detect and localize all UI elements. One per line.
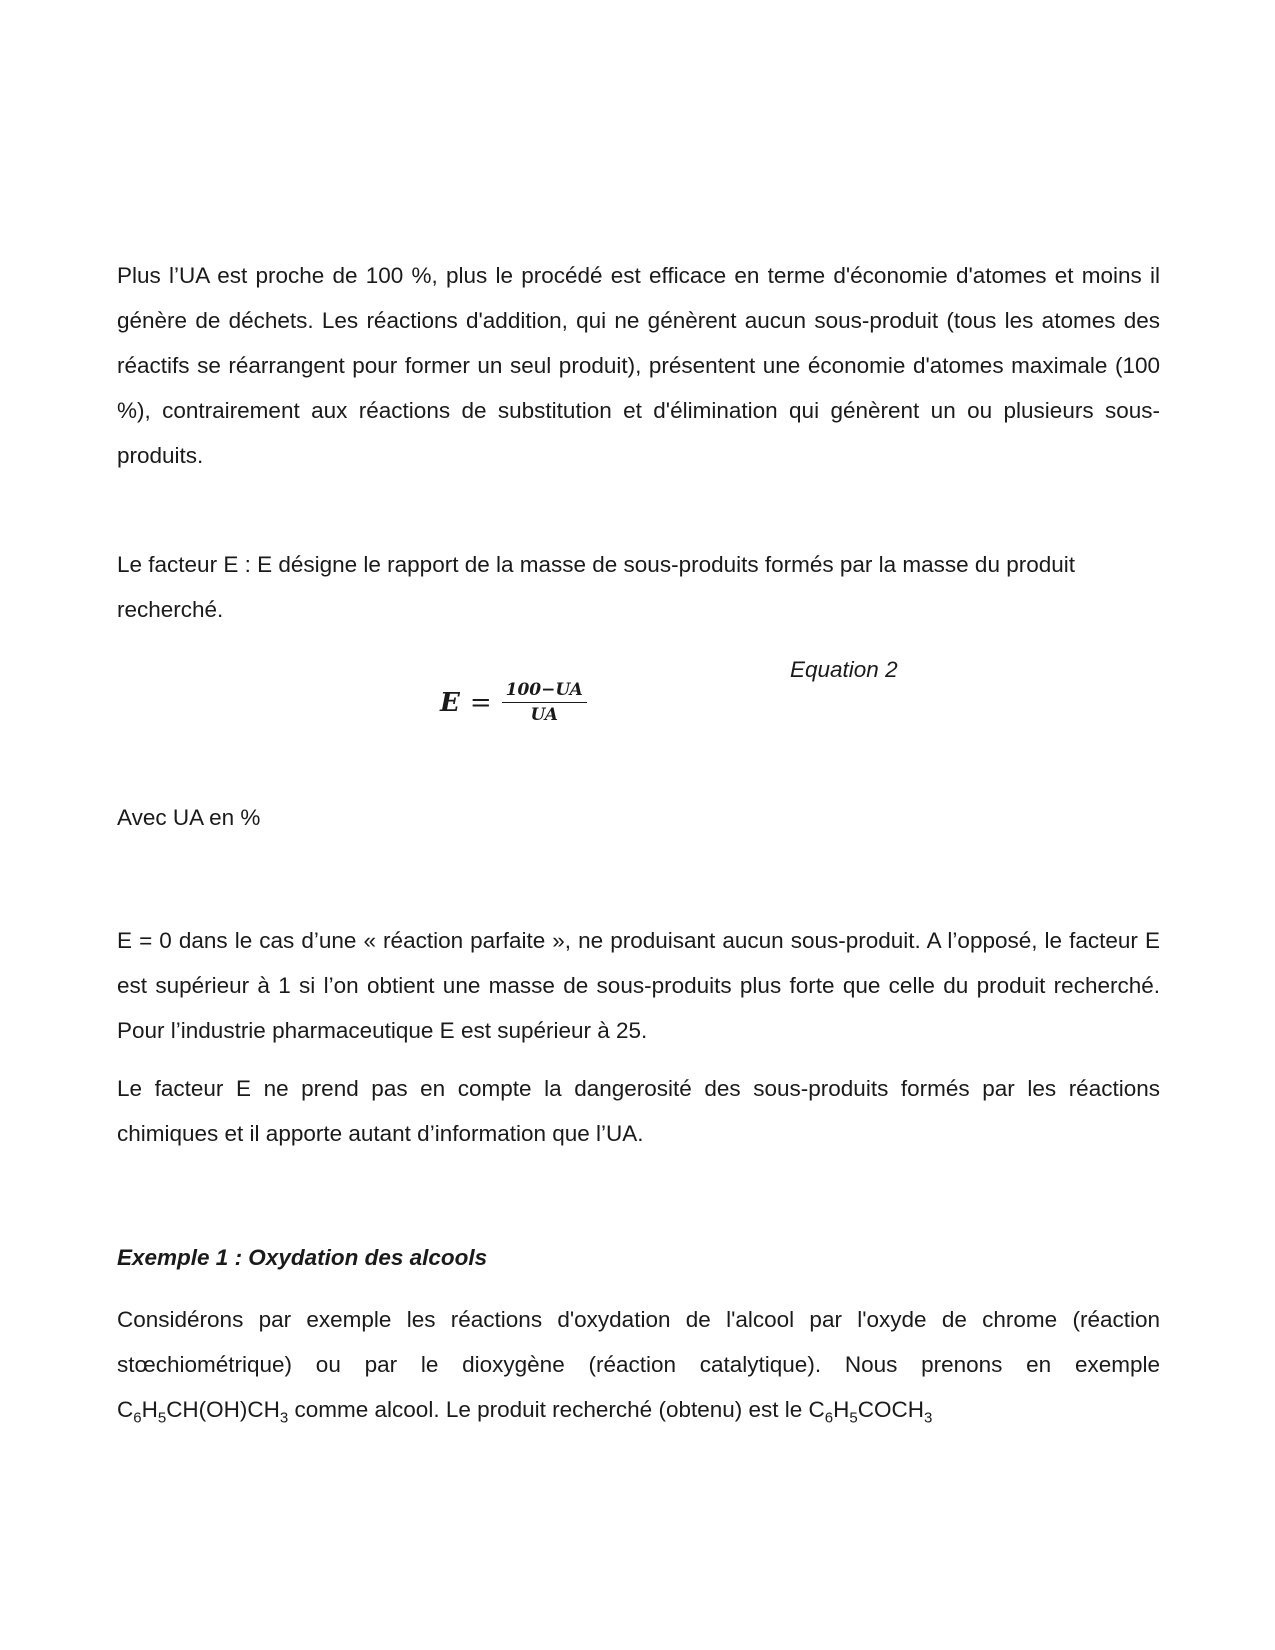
paragraph-ua-unit: Avec UA en % [117,805,261,830]
formula-text: H [141,1397,158,1422]
formula-subscript: 5 [157,1409,167,1427]
paragraph-e-limits: Le facteur E ne prend pas en compte la dangerosité des sous-produits formés par les réactions chimiques et il apporte autant d’information que l’UA. [117,1076,1160,1146]
formula-subscript: 6 [824,1409,834,1427]
equation-equals-sign: = [469,687,492,718]
paragraph-e-factor-definition: Le facteur E : E désigne le rapport de la masse de sous-produits formés par la masse du produit recherché. [117,552,1076,622]
example-heading: Exemple 1 : Oxydation des alcools [117,1245,488,1270]
paragraph-ua-efficiency: Plus l’UA est proche de 100 %, plus le procédé est efficace en terme d'économie d'atomes et moins il génère de déchets. Les réactions d'addition, qui ne génèrent aucun sous-produit (tous les atomes des réactifs se réarrangent pour former un seul produit), présentent une économie d'atomes maximale (100 %), contrairement aux réactions de substitution et d'élimination qui génèrent un ou plusieurs sous-produits. [117,263,1160,468]
example-text-part2: comme alcool. Le produit recherché (obtenu) est le [288,1397,809,1422]
formula-text: C [808,1397,825,1422]
equation-label: Equation 2 [790,657,898,682]
formula-text: COCH [857,1397,924,1422]
formula-subscript: 3 [279,1409,289,1427]
equation-numerator: 100−UA [502,680,587,703]
formula-subscript: 3 [923,1409,933,1427]
equation-e-factor [440,680,587,725]
formula-text: H [833,1397,850,1422]
formula-text: C [117,1397,134,1422]
equation-lhs: E [440,687,460,718]
paragraph-example-body [117,1297,1160,1432]
formula-subscript: 6 [133,1409,142,1427]
example-text-part1: Considérons par exemple les réactions d'oxydation de l'alcool par l'oxyde de chrome (réaction stœchiométrique) ou par le dioxygène (réaction catalytique). Nous prenons en exemple [117,1307,1160,1377]
equation-fraction [502,680,587,725]
paragraph-e-zero: E = 0 dans le cas d’une « réaction parfaite », ne produisant aucun sous-produit. A l’opposé, le facteur E est supérieur à 1 si l’on obtient une masse de sous-produits plus forte que celle du produit recherché. Pour l’industrie pharmaceutique E est supérieur à 25. [117,928,1160,1043]
formula-text: CH(OH)CH [166,1397,280,1422]
equation-denominator: UA [530,705,558,725]
formula-subscript: 5 [849,1409,858,1427]
alcohol-formula [117,1397,289,1427]
product-formula [808,1397,933,1427]
